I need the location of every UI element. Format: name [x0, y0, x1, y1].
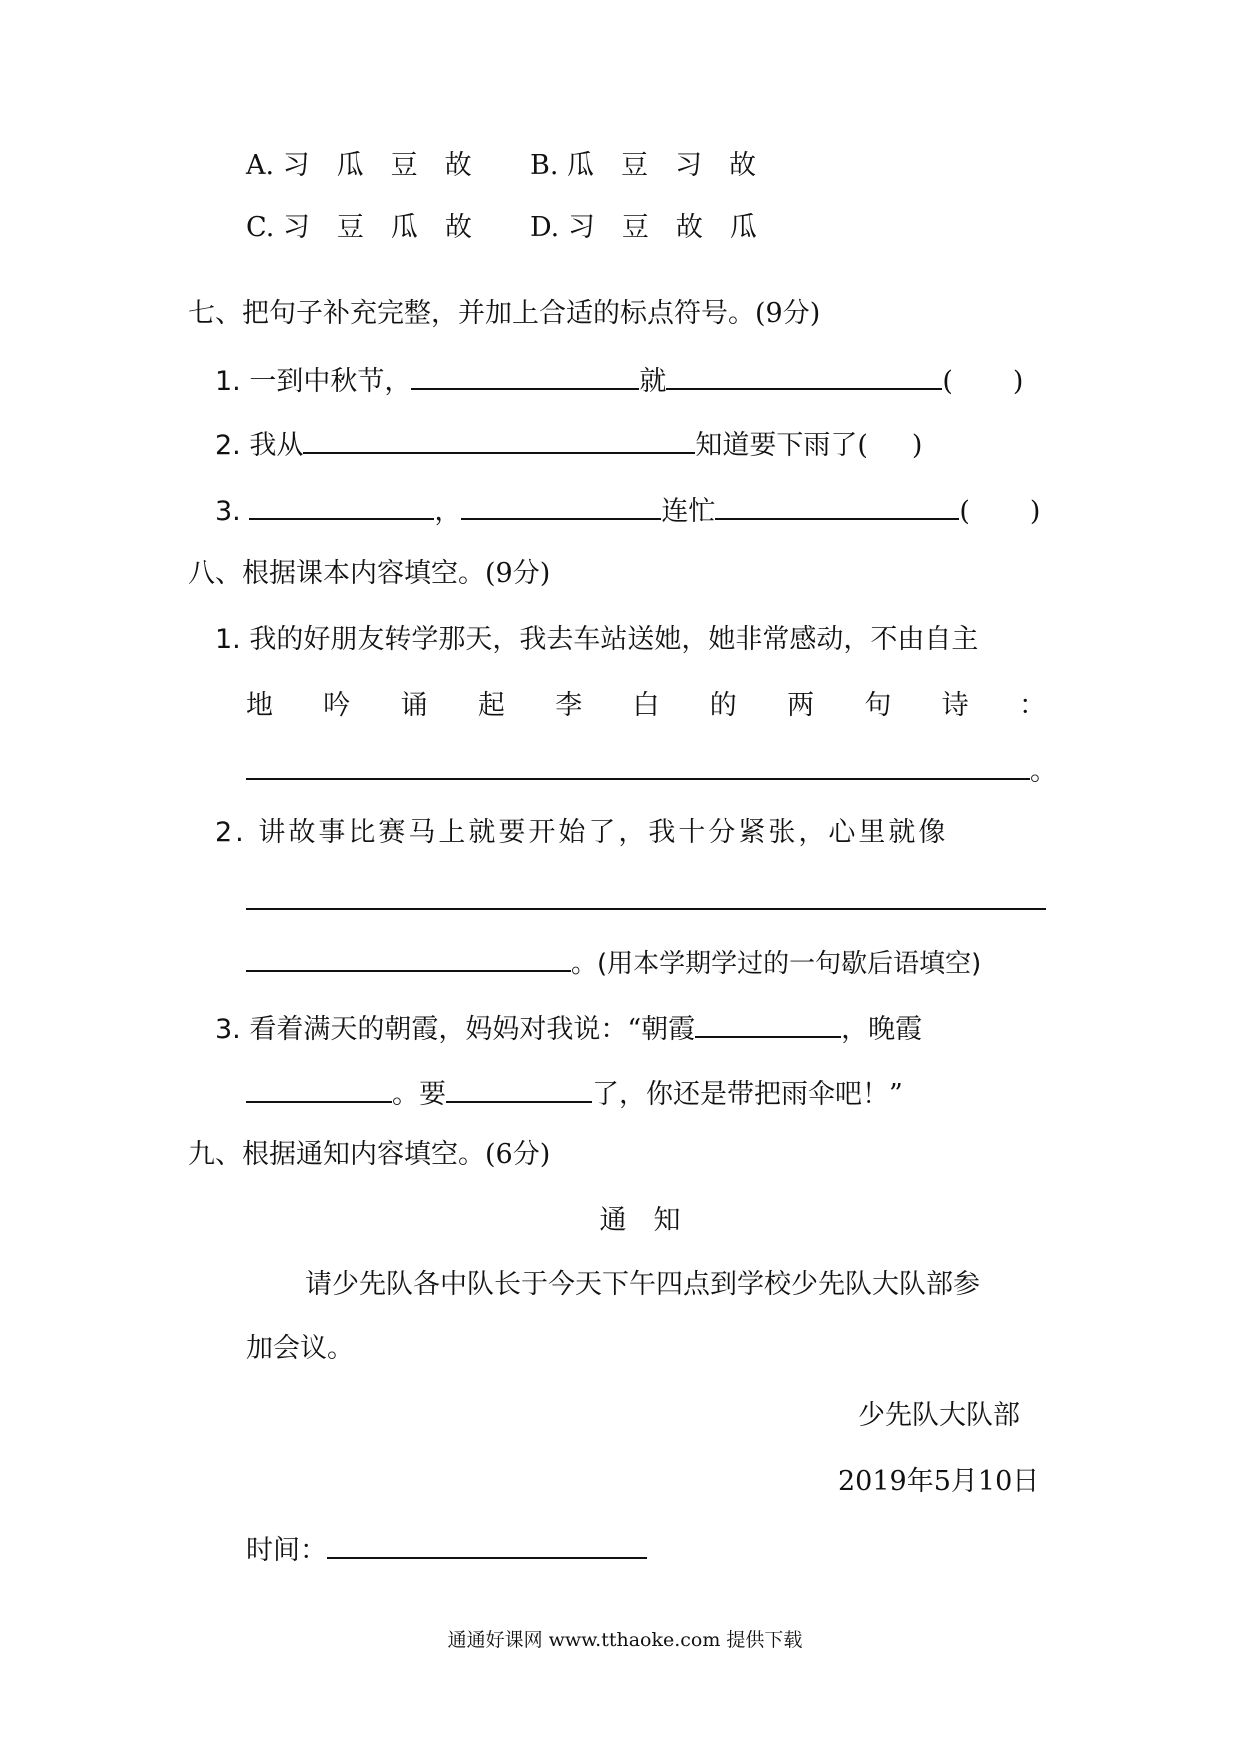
paren-open: (	[959, 496, 970, 527]
blank[interactable]	[446, 1073, 592, 1103]
section8-q3-line2	[246, 1073, 903, 1113]
notice-signature: 少先队大队部	[858, 1400, 1020, 1431]
spread-char: 两	[787, 690, 815, 721]
spread-char: 的	[709, 690, 737, 721]
section9-title: 九、根据通知内容填空。(6分)	[188, 1139, 551, 1170]
question-number: 2.	[215, 430, 241, 461]
notice-line2: 加会议。	[246, 1333, 354, 1364]
option-d: D. 习 豆 故 瓜	[530, 212, 757, 243]
option-a: A. 习 瓜 豆 故	[246, 150, 472, 181]
paren-close: )	[1029, 496, 1041, 527]
section8-q3-line1	[215, 1008, 922, 1048]
section8-q1-line2	[246, 688, 1046, 724]
paren-close: )	[1012, 366, 1024, 397]
blank[interactable]	[666, 360, 942, 390]
q3-text-a: 看着满天的朝霞，妈妈对我说：“朝霞	[249, 1014, 696, 1045]
q1-text-a: 一到中秋节，	[249, 366, 412, 397]
blank[interactable]	[246, 750, 1030, 780]
blank[interactable]	[246, 1073, 392, 1103]
section7-title: 七、把句子补充完整，并加上合适的标点符号。(9分)	[188, 298, 821, 329]
q2-text-b: 知道要下雨了(	[695, 430, 868, 461]
section8-q2-line1	[215, 815, 948, 851]
time-label: 时间：	[246, 1535, 327, 1566]
notice-date: 2019年5月10日	[838, 1466, 1040, 1497]
spread-char: 起	[477, 690, 505, 721]
paren-open: (	[942, 366, 953, 397]
question-number: 3.	[215, 1014, 241, 1045]
spread-char: 句	[864, 690, 892, 721]
period: 。	[1030, 756, 1057, 787]
notice-title: 通 知	[599, 1205, 681, 1236]
section8-q2-line2	[246, 880, 1046, 920]
q3-text-c: 。要	[392, 1079, 446, 1110]
spread-char: ：	[1018, 690, 1046, 721]
notice-line1: 请少先队各中队长于今天下午四点到学校少先队大队部参	[305, 1269, 980, 1300]
time-question	[246, 1529, 647, 1569]
blank[interactable]	[249, 490, 434, 520]
q2-text: 讲故事比赛马上就要开始了，我十分紧张，心里就像	[258, 817, 949, 848]
blank[interactable]	[246, 880, 1046, 910]
section7-q2	[215, 424, 922, 464]
option-c: C. 习 豆 瓜 故	[246, 212, 472, 243]
section8-title: 八、根据课本内容填空。(9分)	[188, 558, 551, 589]
section8-q1-line3	[246, 750, 1057, 790]
question-number: 2.	[215, 817, 247, 848]
blank[interactable]	[246, 942, 571, 972]
blank[interactable]	[715, 490, 959, 520]
section7-q3	[215, 490, 1040, 530]
spread-char: 李	[555, 690, 583, 721]
spread-char: 吟	[323, 690, 351, 721]
q2-end: 。(用本学期学过的一句歇后语填空)	[571, 949, 982, 979]
section8-q2-line3	[246, 942, 981, 982]
section8-q1-line1	[215, 622, 978, 658]
section7-q1	[215, 360, 1023, 400]
spread-char: 白	[632, 690, 660, 721]
blank[interactable]	[461, 490, 661, 520]
blank[interactable]	[303, 424, 695, 454]
q1-text-b: 就	[639, 366, 667, 397]
q3-text-b: 连忙	[661, 496, 716, 527]
q3-text-a: ，	[434, 496, 462, 527]
paren-close: )	[911, 430, 923, 461]
spread-char: 地	[246, 690, 273, 721]
q3-text-b: ，晚霞	[841, 1014, 923, 1045]
spread-char: 诵	[400, 690, 428, 721]
option-b: B. 瓜 豆 习 故	[530, 150, 757, 181]
q2-text-a: 我从	[249, 430, 304, 461]
question-number: 1.	[215, 624, 241, 655]
blank[interactable]	[695, 1008, 841, 1038]
footer-text: 通通好课网 www.tthaoke.com 提供下载	[447, 1629, 803, 1651]
question-number: 3.	[215, 496, 241, 527]
blank[interactable]	[411, 360, 639, 390]
question-number: 1.	[215, 366, 241, 397]
q1-text: 我的好朋友转学那天，我去车站送她，她非常感动，不由自主	[249, 624, 979, 655]
blank[interactable]	[327, 1529, 647, 1559]
q3-text-d: 了，你还是带把雨伞吧！”	[592, 1079, 903, 1110]
spread-char: 诗	[941, 690, 969, 721]
